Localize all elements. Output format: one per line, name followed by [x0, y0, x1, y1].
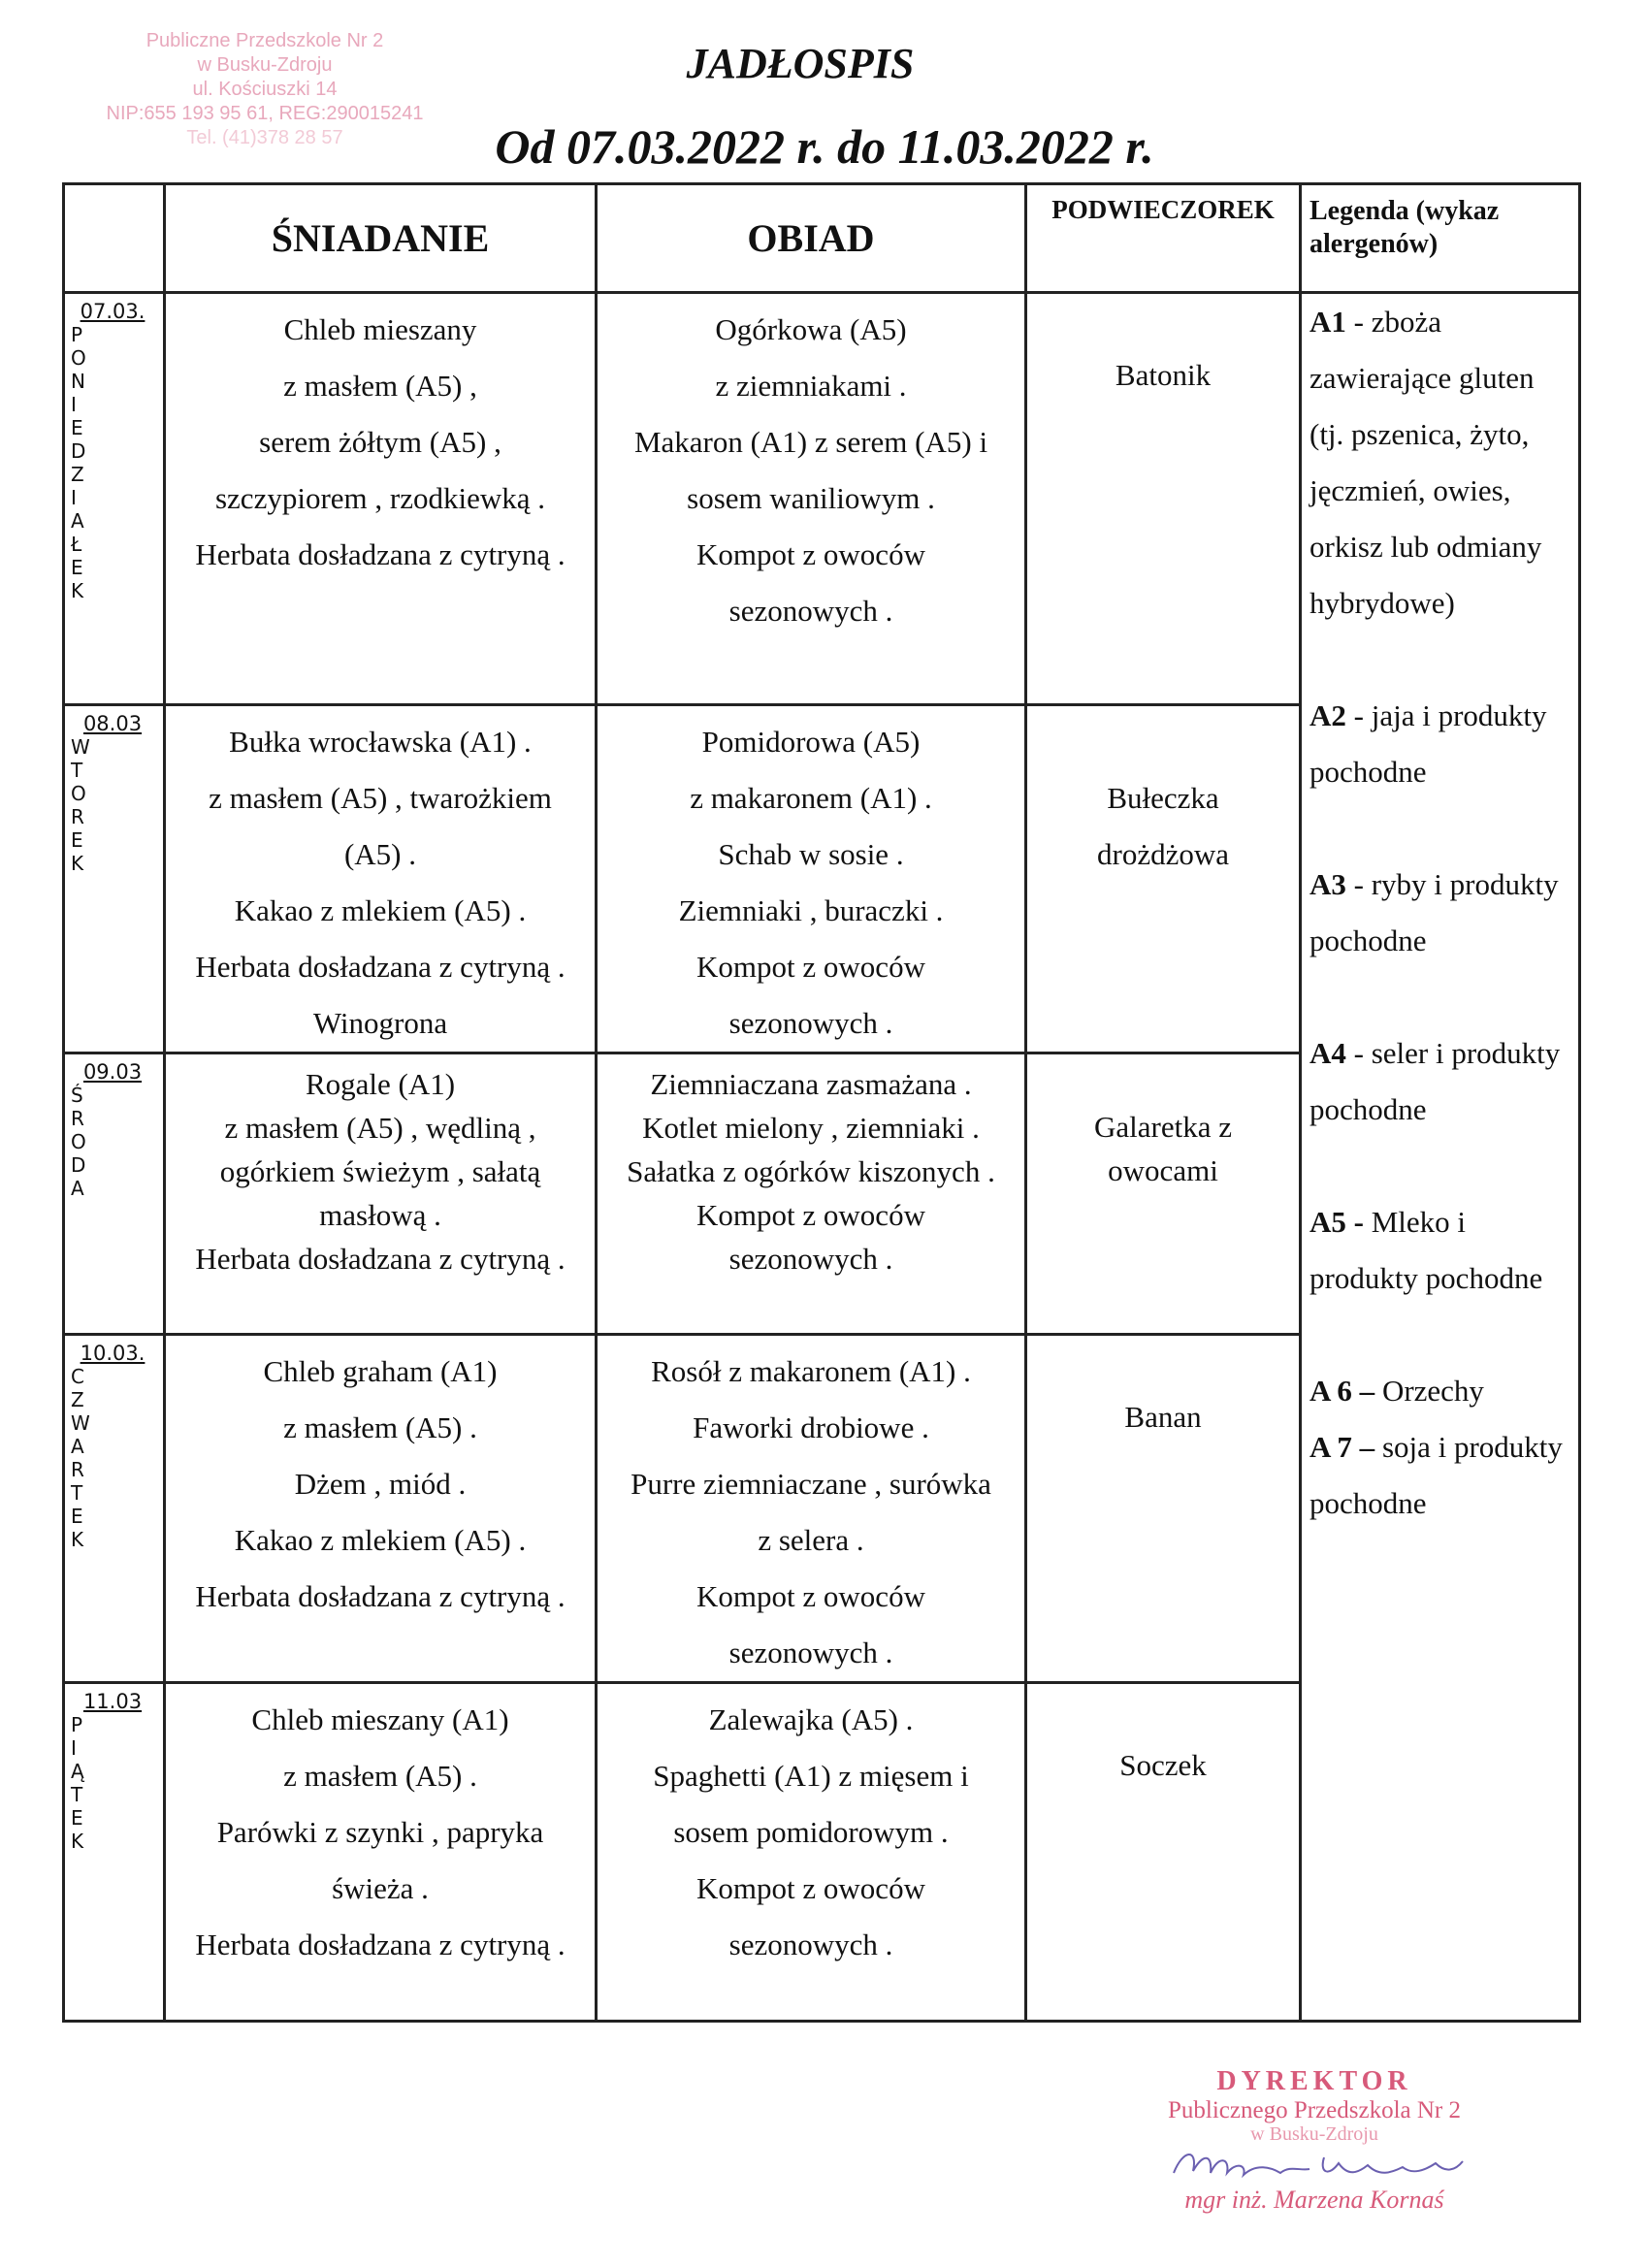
breakfast-cell [165, 1053, 597, 1335]
day-letter: Ś [71, 1084, 83, 1107]
menu-line: sosem pomidorowym . [673, 1815, 949, 1849]
day-letter: W [71, 1411, 90, 1435]
menu-line: Kompot z owoców [696, 537, 925, 571]
header-legend: Legenda (wykaz alergenów) [1301, 184, 1580, 293]
allergen-description: Orzechy [1374, 1374, 1484, 1408]
legend-entry [1310, 857, 1574, 969]
allergen-description: - zboża zawierające gluten (tj. pszenica, żyto, jęczmień, owies, orkisz lub odmiany hybrydowe) [1310, 305, 1542, 620]
day-letter: T [71, 1481, 83, 1505]
allergen-code: A2 [1310, 698, 1346, 732]
menu-line: Spaghetti (A1) z mięsem i [653, 1759, 969, 1793]
signature-title: DYREKTOR [1216, 2066, 1412, 2096]
menu-line: z makaronem (A1) . [690, 781, 932, 815]
snack-cell [1026, 1335, 1301, 1683]
day-letter: P [71, 1713, 83, 1736]
day-letter: E [71, 556, 83, 579]
allergen-code: A 6 – [1310, 1374, 1375, 1408]
signature-org: Publicznego Przedszkola Nr 2 [1167, 2097, 1461, 2123]
menu-line: Chleb graham (A1) [263, 1354, 498, 1388]
legend-entry [1310, 1025, 1574, 1138]
menu-line: Herbata dosładzana z cytryną . [195, 1242, 566, 1276]
allergen-description: - jaja i produkty pochodne [1310, 698, 1547, 789]
day-cell [64, 1335, 165, 1683]
menu-line: Pomidorowa (A5) [701, 725, 921, 759]
allergen-code: A4 [1310, 1036, 1346, 1070]
day-date: 09.03 [82, 1060, 143, 1084]
menu-line: Herbata dosładzana z cytryną . [195, 1579, 566, 1613]
lunch-cell [597, 1683, 1026, 2022]
day-letter: R [71, 805, 84, 828]
day-name [71, 323, 163, 602]
day-name [71, 1365, 163, 1551]
header-breakfast: ŚNIADANIE [165, 184, 597, 293]
snack-cell [1026, 1683, 1301, 2022]
menu-line: z masłem (A5) , wędliną , [224, 1111, 536, 1145]
menu-line: Herbata dosładzana z cytryną . [195, 537, 566, 571]
day-cell [64, 705, 165, 1053]
legend-entry [1310, 688, 1574, 800]
legend-entry [1310, 1363, 1574, 1419]
allergen-code: A1 [1310, 305, 1346, 339]
day-letter: D [71, 1153, 86, 1177]
day-letter: R [71, 1458, 84, 1481]
day-name [71, 735, 163, 875]
signature-name: mgr inż. Marzena Kornaś [1184, 2186, 1444, 2214]
date-range: Od 07.03.2022 r. do 11.03.2022 r. [495, 119, 1154, 174]
menu-line: Galaretka z [1094, 1110, 1232, 1144]
day-letter: E [71, 416, 83, 439]
menu-line: z ziemniakami . [715, 369, 907, 403]
lunch-cell [597, 293, 1026, 705]
legend-entry [1310, 294, 1574, 632]
menu-line: z masłem (A5) . [283, 1759, 477, 1793]
allergen-description: soja i produkty pochodne [1310, 1430, 1563, 1520]
menu-line: serem żółtym (A5) , [259, 425, 501, 459]
day-letter: E [71, 1806, 83, 1830]
director-signature-stamp [1145, 2066, 1484, 2215]
allergen-code: A3 [1310, 867, 1346, 901]
day-letter: Z [71, 463, 84, 486]
snack-cell [1026, 705, 1301, 1053]
legend-cell [1301, 293, 1580, 2022]
day-letter: A [71, 1177, 84, 1200]
day-letter: O [71, 346, 86, 370]
day-letter: T [71, 759, 83, 782]
menu-line: owocami [1108, 1153, 1218, 1187]
allergen-code: A5 - [1310, 1205, 1364, 1239]
day-letter: Ą [71, 1760, 84, 1783]
menu-line: sezonowych . [728, 1242, 893, 1276]
day-letter: A [71, 1435, 84, 1458]
breakfast-cell [165, 1335, 597, 1683]
legend-entry [1310, 1194, 1574, 1307]
menu-line: Makaron (A1) z serem (A5) i [633, 425, 988, 459]
day-letter: I [71, 1736, 77, 1760]
stamp-line: Tel. (41)378 28 57 [186, 127, 343, 148]
menu-line: szczypiorem , rzodkiewką . [214, 481, 545, 515]
menu-line: z selera . [758, 1523, 864, 1557]
menu-line: sezonowych . [728, 1006, 893, 1040]
menu-line: Kompot z owoców [696, 1579, 925, 1613]
day-cell [64, 1683, 165, 2022]
day-letter: K [71, 852, 84, 875]
header-snack: PODWIECZOREK [1026, 184, 1301, 293]
day-date: 11.03 [82, 1690, 143, 1713]
menu-line: Kompot z owoców [696, 950, 925, 984]
menu-line: Bułka wrocławska (A1) . [229, 725, 532, 759]
menu-line: masłową . [319, 1198, 441, 1232]
lunch-cell [597, 1053, 1026, 1335]
day-name [71, 1084, 163, 1200]
day-cell [64, 1053, 165, 1335]
menu-line: Purre ziemniaczane , surówka [630, 1467, 991, 1501]
snack-cell [1026, 293, 1301, 705]
legend-entry [1310, 1419, 1574, 1532]
day-letter: K [71, 1528, 84, 1551]
day-letter: K [71, 579, 84, 602]
menu-line: Kompot z owoców [696, 1871, 925, 1905]
menu-line: Rogale (A1) [305, 1067, 456, 1101]
day-letter: K [71, 1830, 84, 1853]
stamp-line: w Busku-Zdroju [197, 54, 333, 76]
menu-line: sezonowych . [728, 1636, 893, 1669]
page-title: JADŁOSPIS [686, 40, 915, 87]
breakfast-cell [165, 1683, 597, 2022]
menu-line: z masłem (A5) , twarożkiem [209, 781, 552, 815]
day-letter: P [71, 323, 83, 346]
day-letter: N [71, 370, 85, 393]
header-day [64, 184, 165, 293]
day-letter: R [71, 1107, 84, 1130]
menu-line: Dżem , miód . [294, 1467, 467, 1501]
lunch-cell [597, 1335, 1026, 1683]
menu-line: (A5) . [343, 837, 417, 871]
day-letter: T [71, 1783, 83, 1806]
menu-line: Faworki drobiowe . [693, 1410, 929, 1444]
table-header-row [64, 184, 1580, 293]
allergen-description: Mleko i produkty pochodne [1310, 1205, 1543, 1295]
breakfast-cell [165, 705, 597, 1053]
menu-line: Rosół z makaronem (A1) . [651, 1354, 971, 1388]
day-date: 10.03. [80, 1342, 146, 1365]
menu-line: Kotlet mielony , ziemniaki . [642, 1111, 980, 1145]
day-letter: O [71, 1130, 86, 1153]
day-cell [64, 293, 165, 705]
header-lunch: OBIAD [597, 184, 1026, 293]
institution-stamp [47, 29, 483, 150]
menu-line: Chleb mieszany (A1) [251, 1702, 509, 1736]
allergen-description: - seler i produkty pochodne [1310, 1036, 1561, 1126]
day-letter: I [71, 393, 77, 416]
menu-line: Ziemniaki , buraczki . [678, 893, 944, 927]
allergen-legend [1310, 294, 1574, 1532]
day-letter: C [71, 1365, 84, 1388]
menu-line: Bułeczka [1107, 781, 1219, 815]
day-letter: Ł [71, 533, 82, 556]
menu-line: drożdżowa [1097, 837, 1229, 871]
day-letter: Z [71, 1388, 84, 1411]
menu-line: Zalewajka (A5) . [708, 1702, 914, 1736]
allergen-description: - ryby i produkty pochodne [1310, 867, 1559, 957]
menu-line: świeża . [332, 1871, 429, 1905]
signature-org-city: w Busku-Zdroju [1250, 2123, 1378, 2145]
menu-line: Kakao z mlekiem (A5) . [234, 893, 527, 927]
stamp-line: ul. Kościuszki 14 [192, 79, 338, 100]
breakfast-cell [165, 293, 597, 705]
day-letter: A [71, 509, 84, 533]
menu-line: Herbata dosładzana z cytryną . [195, 1928, 566, 1961]
handwritten-signature [1154, 2144, 1474, 2187]
menu-line: Ogórkowa (A5) [715, 312, 907, 346]
day-letter: I [71, 486, 77, 509]
menu-line: Kompot z owoców [696, 1198, 925, 1232]
menu-line: Banan [1124, 1400, 1202, 1434]
menu-table [62, 182, 1581, 2023]
menu-line: Winogrona [312, 1006, 448, 1040]
day-date: 08.03 [82, 712, 143, 735]
menu-line: Kakao z mlekiem (A5) . [234, 1523, 527, 1557]
menu-line: sezonowych . [728, 594, 893, 628]
day-name [71, 1713, 163, 1853]
day-letter: W [71, 735, 90, 759]
menu-line: Soczek [1119, 1748, 1207, 1782]
stamp-line: Publiczne Przedszkole Nr 2 [146, 30, 384, 51]
menu-line: ogórkiem świeżym , sałatą [219, 1154, 541, 1188]
lunch-cell [597, 705, 1026, 1053]
snack-cell [1026, 1053, 1301, 1335]
menu-line: Herbata dosładzana z cytryną . [195, 950, 566, 984]
menu-line: Sałatka z ogórków kiszonych . [627, 1154, 995, 1188]
menu-line: Schab w sosie . [718, 837, 904, 871]
day-letter: E [71, 828, 83, 852]
day-date: 07.03. [80, 300, 146, 323]
allergen-code: A 7 – [1310, 1430, 1375, 1464]
menu-line: sosem waniliowym . [687, 481, 935, 515]
menu-line: z masłem (A5) . [283, 1410, 477, 1444]
day-letter: E [71, 1505, 83, 1528]
day-letter: D [71, 439, 86, 463]
menu-line: z masłem (A5) , [283, 369, 477, 403]
menu-line: Ziemniaczana zasmażana . [650, 1067, 972, 1101]
day-letter: O [71, 782, 86, 805]
menu-line: Chleb mieszany [283, 312, 477, 346]
menu-line: Parówki z szynki , papryka [216, 1815, 544, 1849]
table-row [64, 293, 1580, 705]
stamp-line: NIP:655 193 95 61, REG:290015241 [106, 103, 424, 124]
menu-line: sezonowych . [728, 1928, 893, 1961]
menu-line: Batonik [1115, 358, 1212, 392]
